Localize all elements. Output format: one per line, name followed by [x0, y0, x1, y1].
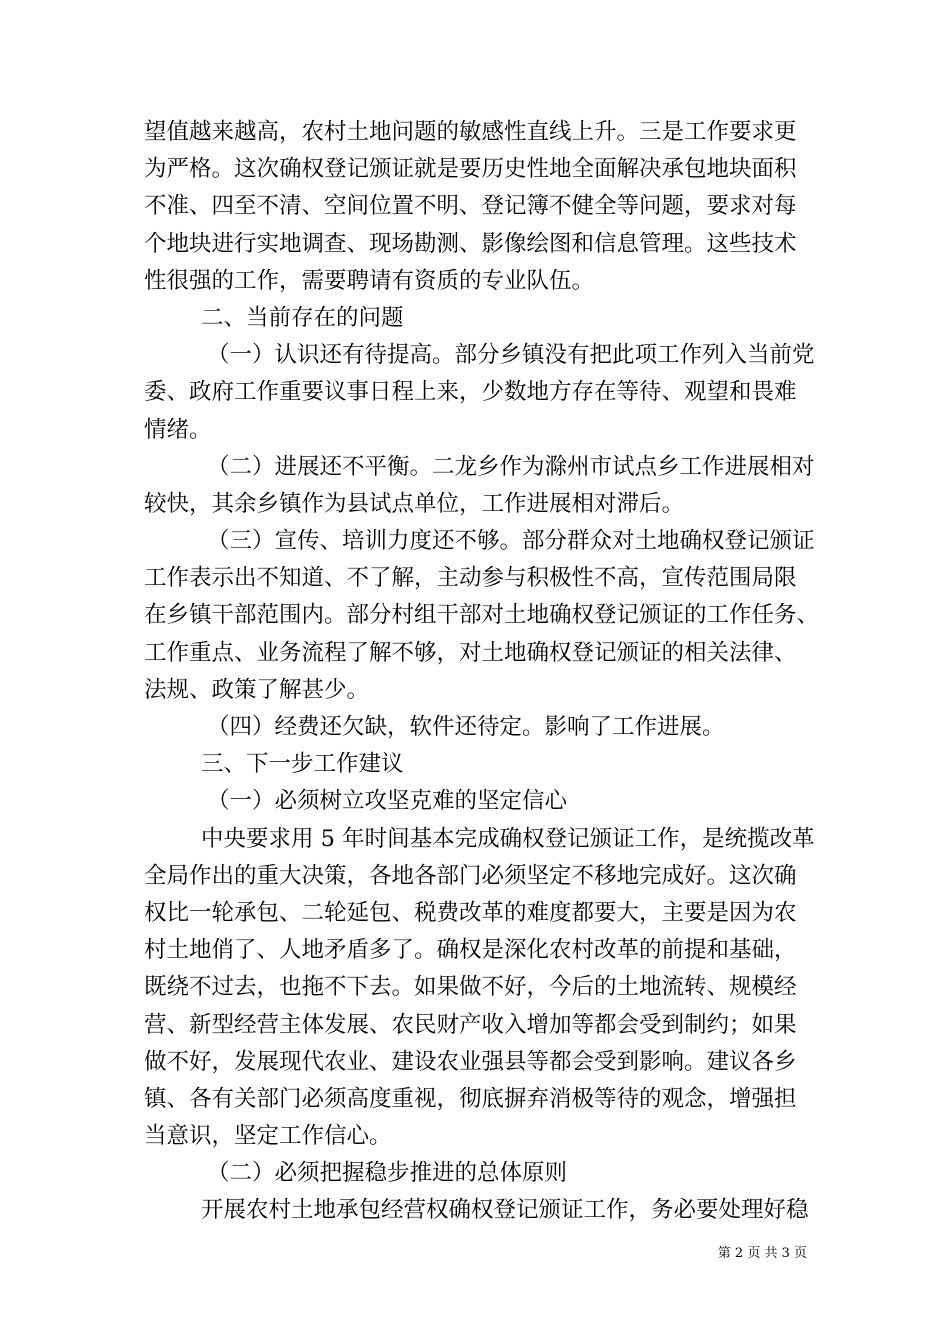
text-line: （四）经费还欠缺，软件还待定。影响了工作进展。 — [207, 714, 725, 740]
text-line: 中央要求用 5 年时间基本完成确权登记颁证工作，是统揽改革 — [201, 825, 815, 852]
page-number-footer: 第 2 页 共 3 页 — [717, 1246, 807, 1261]
text-line: 工作表示出不知道、不了解，主动参与积极性不高，宣传范围局限 — [144, 565, 797, 592]
text-line: （二）进展还不平衡。二龙乡作为滁州市试点乡工作进展相对 — [207, 453, 815, 480]
text-line: 个地块进行实地调查、现场勘测、影像绘图和信息管理。这些技术 — [144, 230, 797, 257]
text-line: 当意识，坚定工作信心。 — [144, 1123, 392, 1150]
text-line: 村土地俏了、人地矛盾多了。确权是深化农村改革的前提和基础， — [144, 937, 797, 964]
text-line: 情绪。 — [144, 416, 212, 443]
text-line: 做不好，发展现代农业、建设农业强县等都会受到影响。建议各乡 — [144, 1048, 797, 1075]
text-line: （二）必须把握稳步推进的总体原则 — [207, 1160, 568, 1187]
text-line: 工作重点、业务流程了解不够，对土地确权登记颁证的相关法律、 — [144, 639, 797, 666]
text-line: 三、下一步工作建议 — [201, 751, 404, 778]
text-line: （一）必须树立攻坚克难的坚定信心 — [207, 788, 568, 815]
text-line: 营、新型经营主体发展、农民财产收入增加等都会受到制约；如果 — [144, 1011, 797, 1038]
text-line: 开展农村土地承包经营权确权登记颁证工作，务必要处理好稳 — [201, 1197, 809, 1224]
text-line: （三）宣传、培训力度还不够。部分群众对土地确权登记颁证 — [207, 528, 815, 555]
document-body — [144, 114, 824, 1230]
text-line: 法规、政策了解甚少。 — [144, 676, 370, 703]
text-line: 为严格。这次确权登记颁证就是要历史性地全面解决承包地块面积 — [144, 156, 797, 183]
text-line: 二、当前存在的问题 — [201, 304, 404, 331]
text-line: （一）认识还有待提高。部分乡镇没有把此项工作列入当前党 — [207, 342, 815, 369]
text-line: 较快，其余乡镇作为县试点单位，工作进展相对滞后。 — [144, 490, 685, 517]
text-line: 不准、四至不清、空间位置不明、登记簿不健全等问题，要求对每 — [144, 193, 797, 220]
text-line: 镇、各有关部门必须高度重视，彻底摒弃消极等待的观念，增强担 — [144, 1085, 797, 1112]
text-line: 委、政府工作重要议事日程上来，少数地方存在等待、观望和畏难 — [144, 379, 797, 406]
text-line: 权比一轮承包、二轮延包、税费改革的难度都要大，主要是因为农 — [144, 899, 797, 926]
text-line: 既绕不过去，也拖不下去。如果做不好，今后的土地流转、规模经 — [144, 974, 797, 1001]
text-line: 在乡镇干部范围内。部分村组干部对土地确权登记颁证的工作任务、 — [144, 602, 820, 629]
text-line: 望值越来越高，农村土地问题的敏感性直线上升。三是工作要求更 — [144, 119, 797, 145]
text-line: 全局作出的重大决策，各地各部门必须坚定不移地完成好。这次确 — [144, 862, 797, 889]
text-line: 性很强的工作，需要聘请有资质的专业队伍。 — [144, 267, 595, 294]
